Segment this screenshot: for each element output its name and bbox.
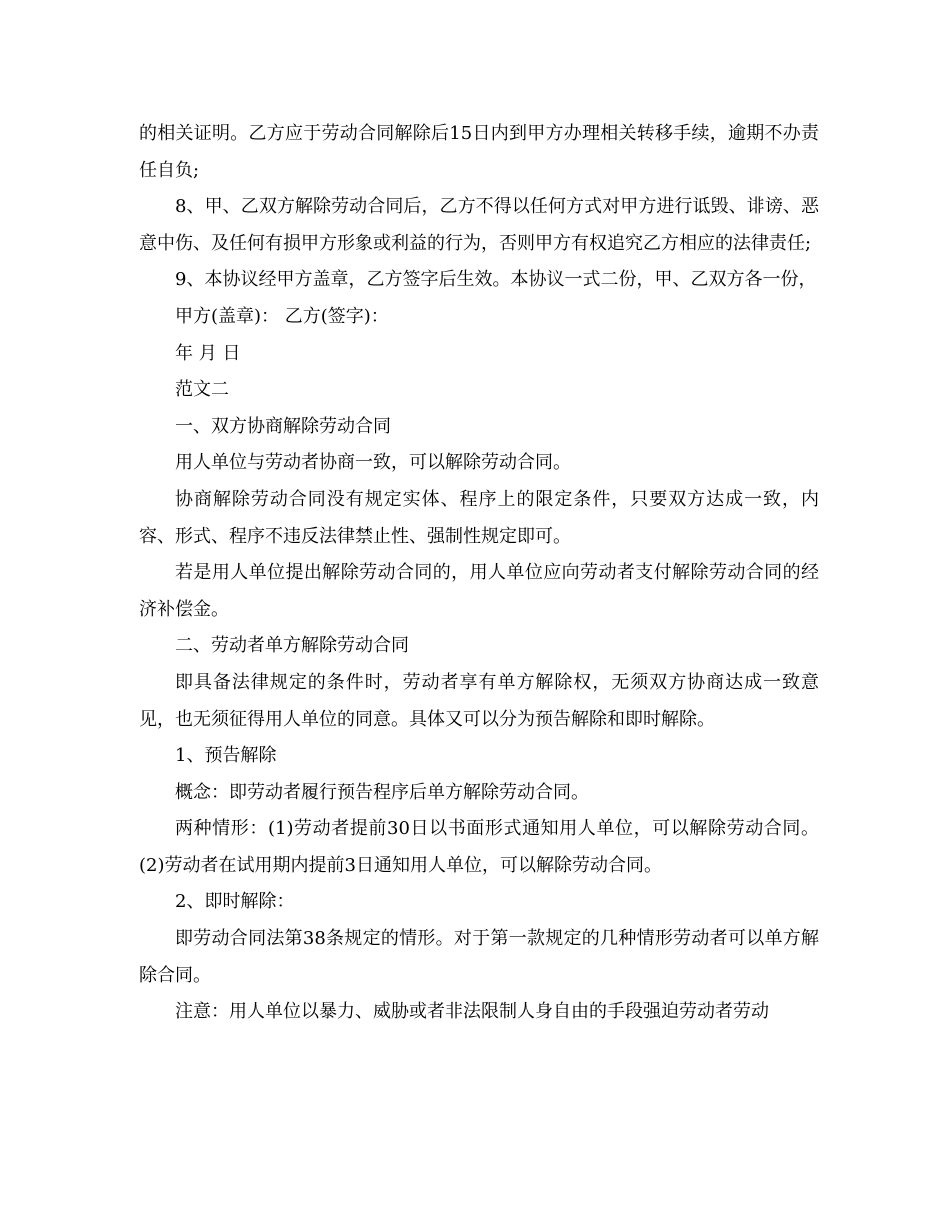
heading-mutual-termination: 一、双方协商解除劳动合同 bbox=[175, 415, 391, 437]
paragraph-unilateral-right: 即具备法律规定的条件时，劳动者享有单方解除权，无须双方协商达成一致意见，也无须征得用人单位的同意。具体又可以分为预告解除和即时解除。 bbox=[139, 671, 819, 730]
paragraph-note: 注意：用人单位以暴力、威胁或者非法限制人身自由的手段强迫劳动者劳动 bbox=[175, 1001, 769, 1023]
document-body bbox=[139, 116, 819, 1031]
paragraph-notice-concept: 概念：即劳动者履行预告程序后单方解除劳动合同。 bbox=[175, 781, 589, 803]
heading-immediate-termination: 2、即时解除： bbox=[175, 891, 295, 913]
signature-line: 甲方(盖章)： 乙方(签字)： bbox=[175, 305, 389, 327]
paragraph-notice-cases: 两种情形：(1)劳动者提前30日以书面形式通知用人单位，可以解除劳动合同。(2)劳动者在试用期内提前3日通知用人单位，可以解除劳动合同。 bbox=[139, 818, 819, 876]
paragraph-compensation: 若是用人单位提出解除劳动合同的，用人单位应向劳动者支付解除劳动合同的经济补偿金。 bbox=[139, 562, 819, 620]
heading-unilateral-termination: 二、劳动者单方解除劳动合同 bbox=[175, 635, 409, 657]
paragraph-clause-9: 9、本协议经甲方盖章，乙方签字后生效。本协议一式二份，甲、乙双方各一份， bbox=[175, 269, 817, 291]
paragraph-mutual-agreement: 用人单位与劳动者协商一致，可以解除劳动合同。 bbox=[175, 452, 571, 474]
section-title-sample-two: 范文二 bbox=[175, 379, 229, 401]
paragraph-mutual-conditions: 协商解除劳动合同没有规定实体、程序上的限定条件，只要双方达成一致，内容、形式、程序不违反法律禁止性、强制性规定即可。 bbox=[139, 488, 819, 547]
heading-notice-termination: 1、预告解除 bbox=[175, 745, 277, 767]
date-line: 年 月 日 bbox=[175, 342, 241, 364]
paragraph-continuation: 的相关证明。乙方应于劳动合同解除后15日内到甲方办理相关转移手续，逾期不办责任自负; bbox=[139, 123, 819, 181]
paragraph-clause-8: 8、甲、乙双方解除劳动合同后，乙方不得以任何方式对甲方进行诋毁、诽谤、恶意中伤、及任何有损甲方形象或利益的行为，否则甲方有权追究乙方相应的法律责任; bbox=[139, 196, 819, 254]
paragraph-article-38: 即劳动合同法第38条规定的情形。对于第一款规定的几种情形劳动者可以单方解除合同。 bbox=[139, 928, 819, 986]
